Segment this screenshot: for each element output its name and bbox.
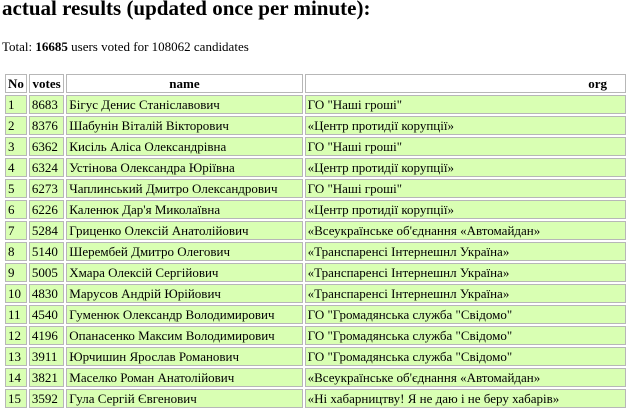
cell-name: Опанасенко Максим Володимирович (66, 326, 302, 345)
cell-org: «Транспаренсі Інтернешнл Україна» (305, 284, 626, 303)
cell-no: 7 (5, 221, 27, 240)
cell-no: 6 (5, 200, 27, 219)
cell-votes: 3821 (29, 368, 64, 387)
cell-name: Хмара Олексій Сергійович (66, 263, 302, 282)
cell-org: «Транспаренсі Інтернешнл Україна» (305, 242, 626, 261)
cell-votes: 4540 (29, 305, 64, 324)
cell-no: 11 (5, 305, 27, 324)
cell-org: ГО "Громадянська служба "Свідомо" (305, 347, 626, 366)
cell-no: 14 (5, 368, 27, 387)
cell-name: Гриценко Олексій Анатолійович (66, 221, 302, 240)
cell-name: Устінова Олександра Юріївна (66, 158, 302, 177)
page-title: actual results (updated once per minute): (2, 0, 371, 20)
table-header-row (5, 74, 626, 93)
cell-name: Бігус Денис Станіславович (66, 95, 302, 114)
cell-no: 9 (5, 263, 27, 282)
table-row (5, 200, 626, 219)
cell-org: ГО "Громадянська служба "Свідомо" (305, 305, 626, 324)
cell-name: Гуменюк Олександр Володимирович (66, 305, 302, 324)
cell-org: «Ні хабарництву! Я не даю і не беру хабарів» (305, 389, 626, 408)
header-name: name (66, 74, 302, 93)
cell-org: «Центр протидії корупції» (305, 158, 626, 177)
table-row (5, 347, 626, 366)
cell-votes: 3911 (29, 347, 64, 366)
table-row (5, 326, 626, 345)
cell-name: Чаплинський Дмитро Олександрович (66, 179, 302, 198)
cell-votes: 3592 (29, 389, 64, 408)
summary-prefix: Total: (2, 39, 33, 54)
candidate-count: 108062 (151, 39, 191, 54)
table-row (5, 242, 626, 261)
table-row (5, 284, 626, 303)
summary-middle: users voted for (71, 39, 149, 54)
cell-votes: 5005 (29, 263, 64, 282)
cell-votes: 4830 (29, 284, 64, 303)
cell-no: 8 (5, 242, 27, 261)
table-row (5, 179, 626, 198)
cell-votes: 6362 (29, 137, 64, 156)
cell-no: 2 (5, 116, 27, 135)
table-row (5, 389, 626, 408)
summary-suffix: candidates (193, 39, 249, 54)
cell-votes: 6324 (29, 158, 64, 177)
cell-org: ГО "Громадянська служба "Свідомо" (305, 326, 626, 345)
cell-name: Кисіль Аліса Олександрівна (66, 137, 302, 156)
results-table (3, 72, 628, 410)
cell-no: 4 (5, 158, 27, 177)
cell-votes: 8376 (29, 116, 64, 135)
cell-no: 3 (5, 137, 27, 156)
cell-no: 10 (5, 284, 27, 303)
total-votes: 16685 (35, 39, 68, 54)
cell-org: ГО "Наші гроші" (305, 137, 626, 156)
table-row (5, 305, 626, 324)
table-row (5, 158, 626, 177)
cell-votes: 6273 (29, 179, 64, 198)
table-row (5, 95, 626, 114)
cell-no: 5 (5, 179, 27, 198)
cell-name: Марусов Андрій Юрійович (66, 284, 302, 303)
results-body (5, 95, 626, 408)
cell-no: 15 (5, 389, 27, 408)
cell-name: Шерембей Дмитро Олегович (66, 242, 302, 261)
table-row (5, 263, 626, 282)
table-row (5, 116, 626, 135)
cell-org: «Центр протидії корупції» (305, 200, 626, 219)
cell-org: «Транспаренсі Інтернешнл Україна» (305, 263, 626, 282)
cell-org: «Всеукраїнське об'єднання «Автомайдан» (305, 368, 626, 387)
cell-no: 1 (5, 95, 27, 114)
cell-name: Шабунін Віталій Вікторович (66, 116, 302, 135)
table-row (5, 368, 626, 387)
cell-name: Маселко Роман Анатолійович (66, 368, 302, 387)
cell-no: 13 (5, 347, 27, 366)
cell-votes: 4196 (29, 326, 64, 345)
cell-votes: 5284 (29, 221, 64, 240)
cell-no: 12 (5, 326, 27, 345)
cell-org: «Центр протидії корупції» (305, 116, 626, 135)
cell-votes: 5140 (29, 242, 64, 261)
header-org: org (305, 74, 626, 93)
cell-votes: 6226 (29, 200, 64, 219)
cell-votes: 8683 (29, 95, 64, 114)
table-row (5, 137, 626, 156)
cell-name: Каленюк Дар'я Миколаївна (66, 200, 302, 219)
cell-org: ГО "Наші гроші" (305, 95, 626, 114)
cell-name: Юрчишин Ярослав Романович (66, 347, 302, 366)
vote-summary (2, 39, 249, 55)
cell-org: «Всеукраїнське об'єднання «Автомайдан» (305, 221, 626, 240)
cell-org: ГО "Наші гроші" (305, 179, 626, 198)
header-no: No (5, 74, 27, 93)
cell-name: Гула Сергій Євгенович (66, 389, 302, 408)
header-votes: votes (29, 74, 64, 93)
table-row (5, 221, 626, 240)
